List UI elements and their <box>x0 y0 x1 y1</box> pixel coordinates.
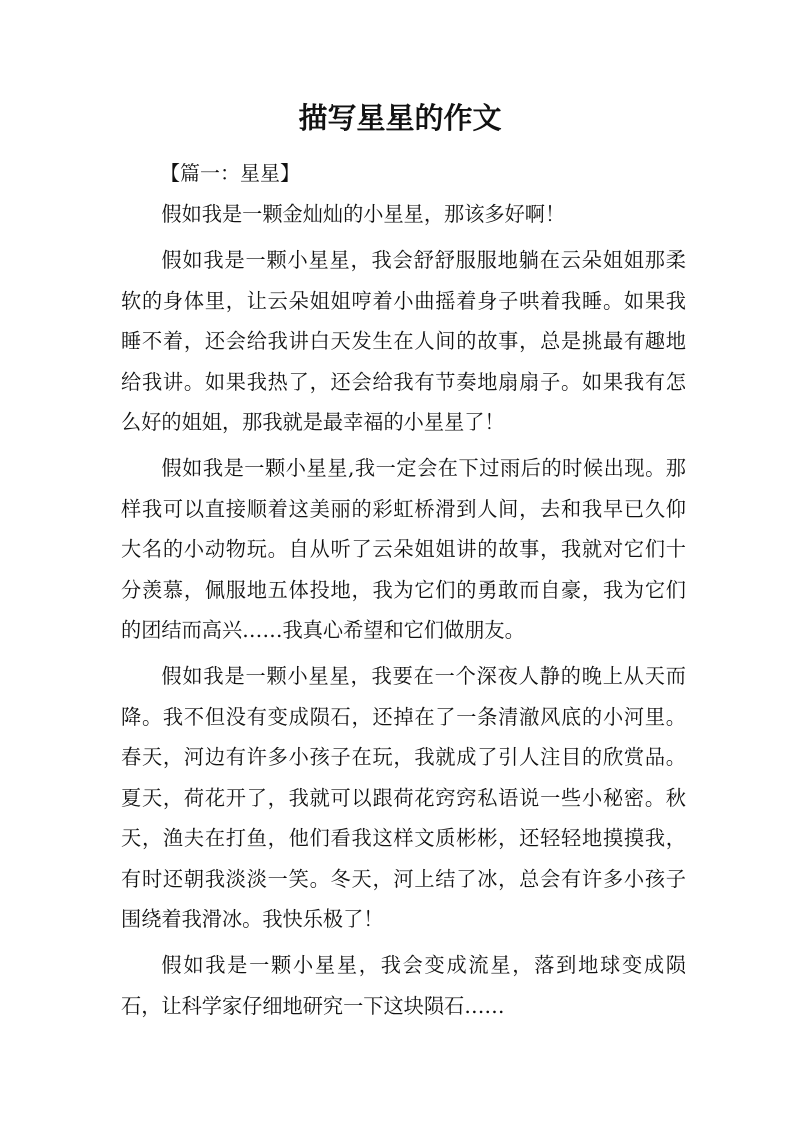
paragraph-2: 假如我是一颗小星星，我会舒舒服服地躺在云朵姐姐那柔软的身体里，让云朵姐姐哼着小曲摇着身子哄着我睡。如果我睡不着，还会给我讲白天发生在人间的故事，总是挑最有趣地给我讲。如果我热了，还会给我有节奏地扇扇子。如果我有怎么好的姐姐，那我就是最幸福的小星星了！ <box>121 248 686 435</box>
paragraph-4: 假如我是一颗小星星，我要在一个深夜人静的晚上从天而降。我不但没有变成陨石，还掉在了一条清澈风底的小河里。春天，河边有许多小孩子在玩，我就成了引人注目的欣赏品。夏天，荷花开了，我就可以跟荷花窍窍私语说一些小秘密。秋天，渔夫在打鱼，他们看我这样文质彬彬，还轻轻地摸摸我，有时还朝我淡淡一笑。冬天，河上结了冰，总会有许多小孩子围绕着我滑冰。我快乐极了！ <box>121 664 686 931</box>
document-body <box>121 194 686 1032</box>
paragraph-1: 假如我是一颗金灿灿的小星星，那该多好啊！ <box>161 202 566 226</box>
section-label: 【篇一：星星】 <box>160 161 300 185</box>
document-title: 描写星星的作文 <box>298 101 502 135</box>
paragraph-3: 假如我是一颗小星星,我一定会在下过雨后的时候出现。那样我可以直接顺着这美丽的彩虹桥滑到人间，去和我早已久仰大名的小动物玩。自从听了云朵姐姐讲的故事，我就对它们十分羡慕，佩服地五体投地，我为它们的勇敢而自豪，我为它们的团结而高兴……我真心希望和它们做朋友。 <box>121 456 686 643</box>
paragraph-5: 假如我是一颗小星星，我会变成流星，落到地球变成陨石，让科学家仔细地研究一下这块陨石…… <box>121 953 686 1018</box>
